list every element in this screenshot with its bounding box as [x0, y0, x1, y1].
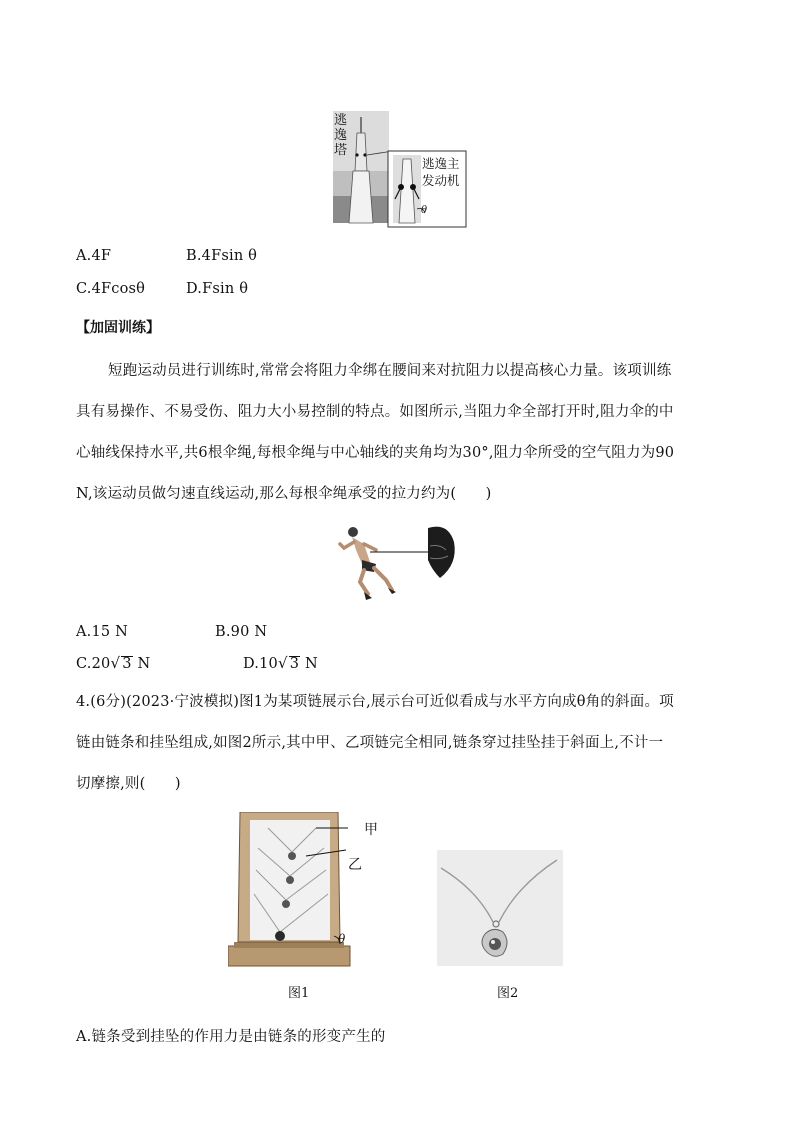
q4-line-1: 4.(6分)(2023·宁波模拟)图1为某项链展示台,展示台可近似看成与水平方向成θ角的斜面。项: [76, 694, 674, 710]
training-option-d-prefix: D.10: [243, 656, 278, 672]
training-option-c: [76, 654, 150, 672]
training-option-c-prefix: C.20: [76, 656, 111, 672]
training-option-b: B.90 N: [215, 624, 268, 640]
sqrt-sign: √: [277, 654, 288, 672]
necklace-closeup-illustration: [437, 850, 563, 966]
training-option-d-root: 3: [289, 656, 300, 672]
stand-theta-label: θ: [338, 932, 346, 946]
q3-option-d: D.Fsin θ: [186, 281, 249, 297]
figure-2-caption: 图2: [497, 986, 519, 1001]
rocket-figure: [333, 111, 468, 229]
training-option-d: [243, 654, 318, 672]
q3-option-c: C.4Fcosθ: [76, 281, 146, 297]
label-yi: 乙: [348, 857, 362, 873]
q4-option-a: A.链条受到挂坠的作用力是由链条的形变产生的: [76, 1029, 386, 1045]
training-paragraph-line-2: 具有易操作、不易受伤、阻力大小易控制的特点。如图所示,当阻力伞全部打开时,阻力伞的中: [76, 404, 674, 420]
training-option-c-root: 3: [122, 656, 132, 672]
rocket-theta-label: θ: [421, 205, 428, 216]
training-option-a: A.15 N: [76, 624, 129, 640]
training-option-d-unit: N: [304, 656, 318, 672]
q3-option-a: A.4F: [76, 248, 112, 264]
training-paragraph-line-4: N,该运动员做匀速直线运动,那么每根伞绳承受的拉力约为( ): [76, 486, 492, 502]
sqrt-sign: √: [110, 654, 121, 672]
necklace-stand-figure: [228, 812, 388, 972]
q3-option-b: B.4Fsin θ: [186, 248, 258, 264]
q4-line-3: 切摩擦,则( ): [76, 776, 181, 792]
label-jia: 甲: [364, 822, 378, 838]
runner-figure: [336, 520, 462, 612]
training-paragraph-line-3: 心轴线保持水平,共6根伞绳,每根伞绳与中心轴线的夹角均为30°,阻力伞所受的空气阻力为90: [76, 445, 675, 461]
section-title: 【加固训练】: [76, 320, 160, 336]
q4-line-2: 链由链条和挂坠组成,如图2所示,其中甲、乙项链完全相同,链条穿过挂坠挂于斜面上,不计一: [76, 735, 664, 751]
training-option-c-unit: N: [137, 656, 151, 672]
training-paragraph-line-1: 短跑运动员进行训练时,常常会将阻力伞绑在腰间来对抗阻力以提高核心力量。该项训练: [108, 363, 672, 379]
escape-tower-label: 逃逸塔: [334, 113, 348, 158]
figure-1-caption: 图1: [288, 986, 310, 1001]
escape-engine-label: 逃逸主发动机: [422, 156, 460, 188]
runner-illustration: [336, 520, 462, 612]
necklace-closeup-figure: [437, 850, 563, 966]
